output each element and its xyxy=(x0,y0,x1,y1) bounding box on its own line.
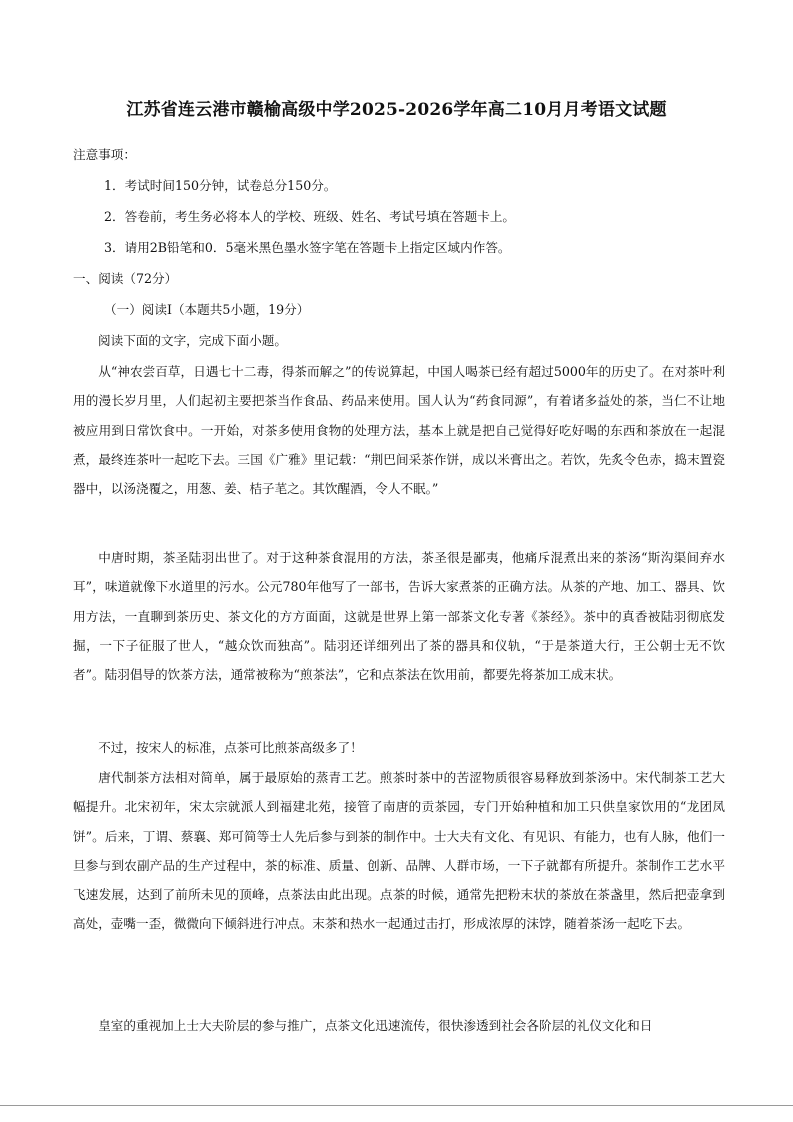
passage-paragraph: 不过，按宋人的标准，点茶可比煎茶高级多了！ xyxy=(98,740,363,755)
reading-instruction: 阅读下面的文字，完成下面小题。 xyxy=(98,333,287,348)
passage-paragraph: 皇室的重视加上士大夫阶层的参与推广，点茶文化迅速流传，很快渗透到社会各阶层的礼仪文化和日 xyxy=(98,1018,653,1033)
passage-paragraph: 唐代制茶方法相对简单，属于最原始的蒸青工艺。煎茶时茶中的苦涩物质很容易释放到茶汤中。宋代制茶工艺大幅提升。北宋初年，宋太宗就派人到福建北苑，接管了南唐的贡茶园，专门开始种植和加工只供皇家饮用的“龙团凤饼”。后来，丁谓、蔡襄、郑可简等士人先后参与到茶的制作中。士大夫有文化、有见识、有能力，也有人脉，他们一旦参与到农副产品的生产过程中，茶的标准、质量、创新、品牌、人群市场，一下子就都有所提升。茶制作工艺水平飞速发展，达到了前所未见的顶峰，点茶法由此出现。点茶的时候，通常先把粉末状的茶放在茶盏里，然后把壶拿到高处，壶嘴一歪，微微向下倾斜进行冲点。末茶和热水一起通过击打，形成浓厚的沫饽，随着茶汤一起吃下去。 xyxy=(73,770,725,932)
passage-paragraph: 从“神农尝百草，日遇七十二毒，得茶而解之”的传说算起，中国人喝茶已经有超过5000年的历史了。在对茶叶利用的漫长岁月里，人们起初主要把茶当作食品、药品来使用。国人认为“药食同源”，有着诸多益处的茶，当仁不让地被应用到日常饮食中。一开始，对茶多使用食物的处理方法，基本上就是把自己觉得好吃好喝的东西和茶放在一起混煮，最终连茶叶一起吃下去。三国《广雅》里记载：“荆巴间采茶作饼，成以米膏出之。若饮，先炙令色赤，捣末置瓷器中，以汤浇覆之，用葱、姜、桔子芼之。其饮醒酒，令人不眠。” xyxy=(73,364,725,497)
exam-title: 江苏省连云港市赣榆高级中学2025-2026学年高二10月月考语文试题 xyxy=(126,100,667,120)
notice-item: 1．考试时间150分钟，试卷总分150分。 xyxy=(104,178,337,193)
notice-item: 3．请用2B铅笔和0．5毫米黑色墨水签字笔在答题卡上指定区域内作答。 xyxy=(104,240,511,255)
section-heading: 一、阅读（72分） xyxy=(73,271,178,286)
notice-heading: 注意事项： xyxy=(73,147,136,162)
subsection-heading: （一）阅读Ⅰ（本题共5小题，19分） xyxy=(104,302,310,317)
notice-item: 2．答卷前，考生务必将本人的学校、班级、姓名、考试号填在答题卡上。 xyxy=(104,209,516,224)
passage-paragraph: 中唐时期，茶圣陆羽出世了。对于这种茶食混用的方法，茶圣很是鄙夷，他痛斥混煮出来的茶汤“斯沟渠间弃水耳”，味道就像下水道里的污水。公元780年他写了一部书，告诉大家煮茶的正确方法。从茶的产地、加工、器具、饮用方法，一直聊到茶历史、茶文化的方方面面，这就是世界上第一部茶文化专著《茶经》。茶中的真香被陆羽彻底发掘，一下子征服了世人，“越众饮而独高”。陆羽还详细列出了茶的器具和仪轨，“于是茶道大行，王公朝士无不饮者”。陆羽倡导的饮茶方法，通常被称为“煎茶法”，它和点茶法在饮用前，都要先将茶加工成末状。 xyxy=(73,550,725,683)
page-bottom-rule xyxy=(0,1105,793,1106)
